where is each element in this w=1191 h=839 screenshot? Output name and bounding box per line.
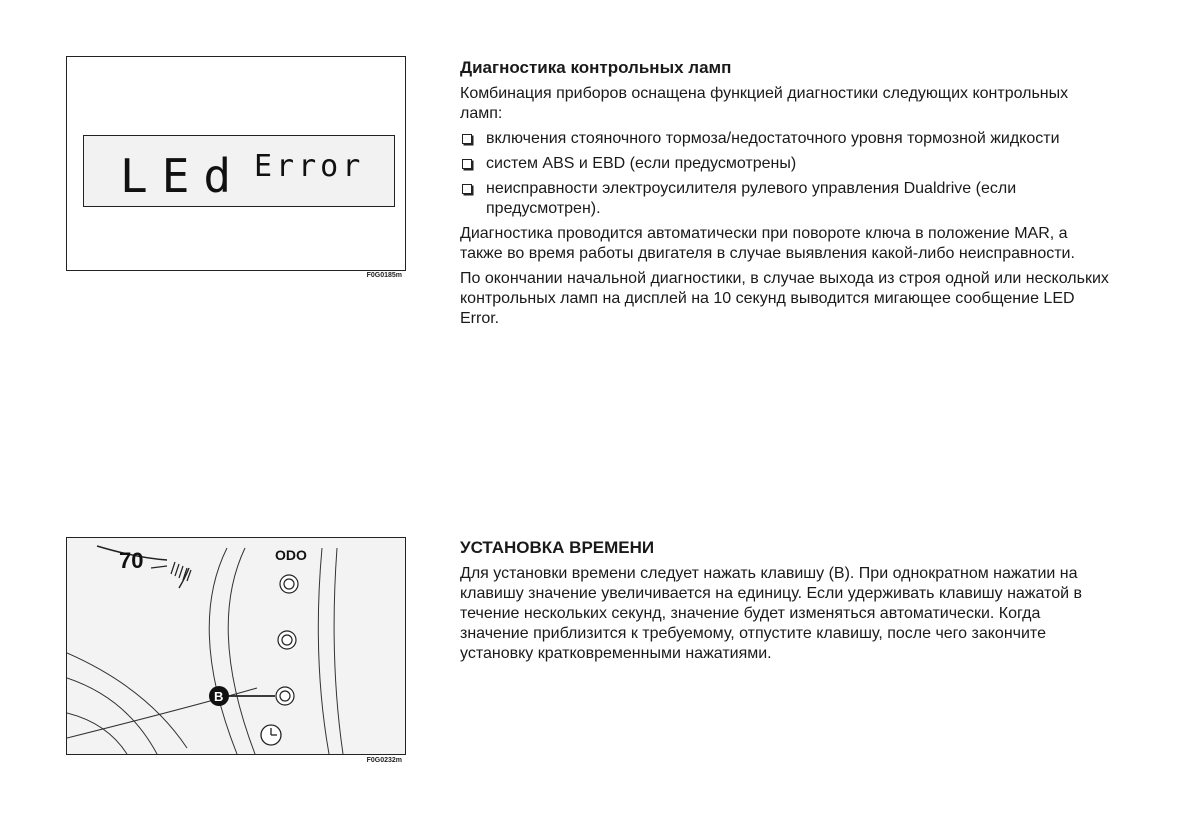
clock-icon xyxy=(261,725,281,745)
lcd-text xyxy=(84,136,394,206)
speed-label: 70 xyxy=(119,548,144,573)
lamp-list xyxy=(460,129,1110,219)
list-item: систем ABS и EBD (если предусмотрены) xyxy=(460,154,1110,174)
checkbox-bullet-icon xyxy=(462,159,472,169)
dashboard-illustration xyxy=(67,538,405,754)
lcd-text-right: Error xyxy=(254,149,365,184)
list-item: включения стояночного тормоза/недостаточного уровня тормозной жидкости xyxy=(460,129,1110,149)
section-heading: Диагностика контрольных ламп xyxy=(460,58,732,77)
odo-label: ODO xyxy=(275,547,307,563)
lcd-text-left: LEd xyxy=(120,149,246,203)
figure-code: F0G0232m xyxy=(366,757,402,764)
figure-dashboard-buttons xyxy=(66,537,406,768)
section-time-setting xyxy=(460,538,1110,669)
figure-led-error-display xyxy=(66,56,406,284)
figure-frame xyxy=(66,56,406,271)
checkbox-bullet-icon xyxy=(462,134,472,144)
section-heading: УСТАНОВКА ВРЕМЕНИ xyxy=(460,538,655,557)
figure-frame xyxy=(66,537,406,755)
intro-paragraph: Комбинация приборов оснащена функцией диагностики следующих контрольных ламп: xyxy=(460,85,1069,122)
callout-b-label: B xyxy=(214,689,224,704)
paragraph: Диагностика проводится автоматически при повороте ключа в положение MAR, а также во время работы двигателя в случае выявления какой-либо неисправности. xyxy=(460,225,1075,262)
lcd-display xyxy=(83,135,395,207)
list-item: неисправности электроусилителя рулевого управления Dualdrive (если предусмотрен). xyxy=(460,179,1110,219)
section-lamp-diagnostics xyxy=(460,58,1110,334)
checkbox-bullet-icon xyxy=(462,184,472,194)
figure-code: F0G0185m xyxy=(366,272,402,279)
paragraph: По окончании начальной диагностики, в случае выхода из строя одной или нескольких контрольных ламп на дисплей на 10 секунд выводится мигающее сообщение LED Error. xyxy=(460,270,1109,327)
paragraph: Для установки времени следует нажать клавишу (B). При однократном нажатии на клавишу значение увеличивается на единицу. Если удерживать клавишу нажатой в течение нескольких секунд, значение будет изменяться автоматически. Когда значение приблизится к требуемому, отпустите клавишу, после чего закончите установку кратковременными нажатиями. xyxy=(460,565,1082,662)
